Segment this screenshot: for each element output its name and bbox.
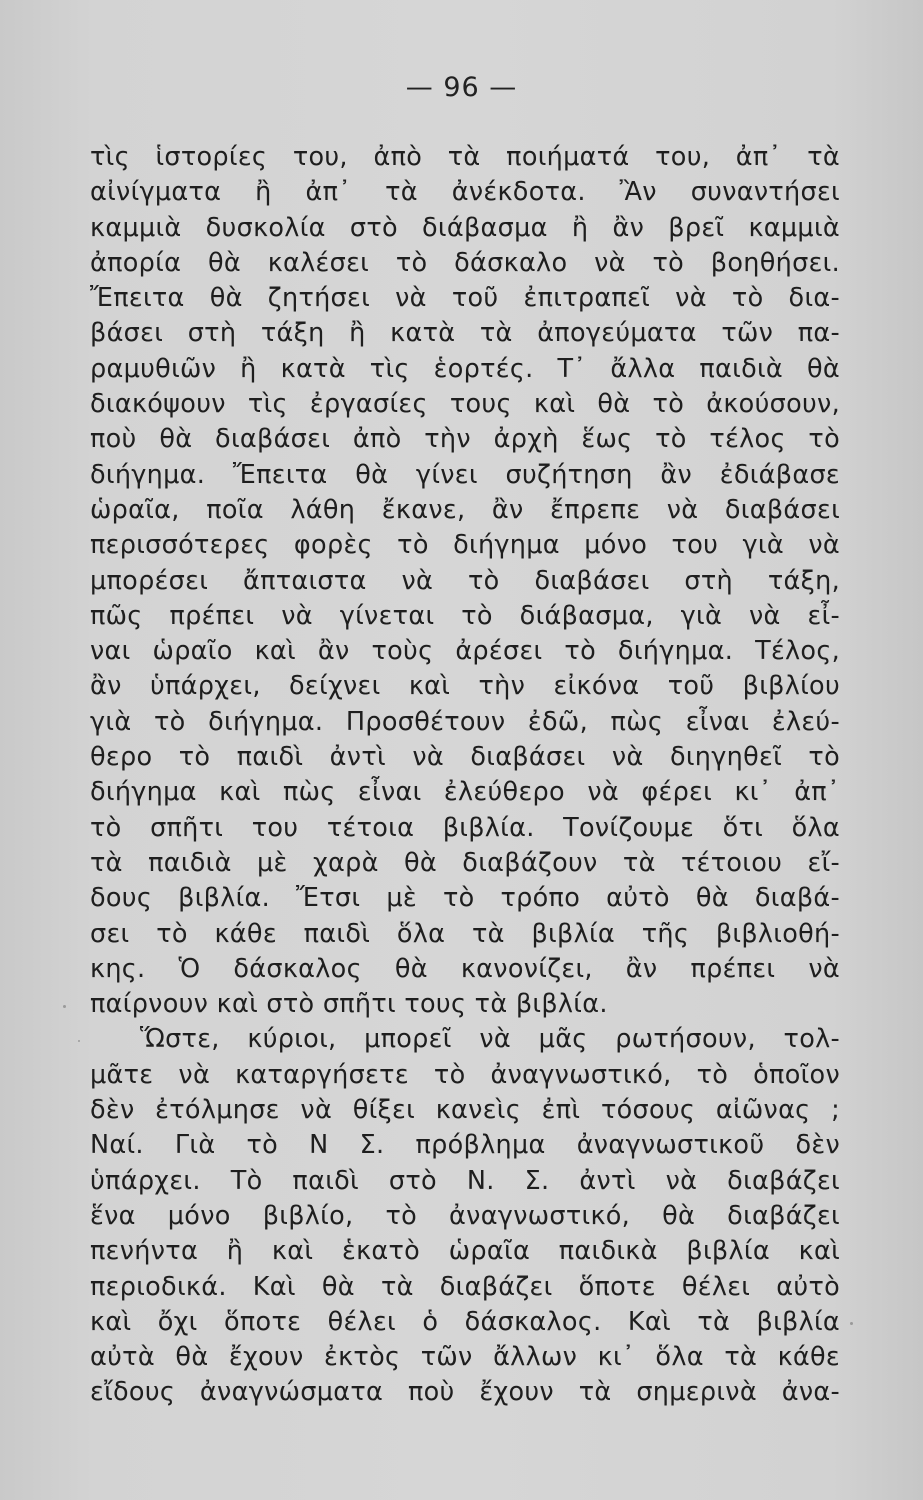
text-line: βάσει στὴ τάξη ἢ κατὰ τὰ ἀπογεύματα τῶν πα-: [90, 318, 840, 349]
text-line: θερο τὸ παιδὶ ἀντὶ νὰ διαβάσει νὰ διηγηθεῖ τὸ: [90, 742, 840, 773]
body-text: [90, 140, 840, 1411]
text-line: μᾶτε νὰ καταργήσετε τὸ ἀναγνωστικό, τὸ ὁποῖον: [90, 1059, 840, 1090]
paragraph-1: [90, 140, 840, 1022]
text-line: ἂν ὑπάρχει, δείχνει καὶ τὴν εἰκόνα τοῦ βιβλίου: [90, 671, 840, 702]
text-line: Ἔπειτα θὰ ζητήσει νὰ τοῦ ἐπιτραπεῖ νὰ τὸ δια-: [90, 283, 840, 314]
text-line: πῶς πρέπει νὰ γίνεται τὸ διάβασμα, γιὰ νὰ εἶ-: [90, 600, 840, 631]
text-line: κης. Ὁ δάσκαλος θὰ κανονίζει, ἂν πρέπει νὰ: [90, 953, 840, 984]
text-line: παίρνουν καὶ στὸ σπῆτι τους τὰ βιβλία.: [90, 989, 608, 1020]
text-line: ποὺ θὰ διαβάσει ἀπὸ τὴν ἀρχὴ ἕως τὸ τέλος τὸ: [90, 424, 840, 455]
paper-speck: [63, 1005, 66, 1008]
page-number: — 96 —: [405, 72, 518, 103]
paper-speck: [850, 1322, 853, 1325]
text-line: διακόψουν τὶς ἐργασίες τους καὶ θὰ τὸ ἀκούσουν,: [90, 389, 840, 420]
text-line: τὰ παιδιὰ μὲ χαρὰ θὰ διαβάζουν τὰ τέτοιου εἴ-: [90, 847, 840, 878]
text-line: αὐτὰ θὰ ἔχουν ἐκτὸς τῶν ἄλλων κι᾽ ὅλα τὰ κάθε: [90, 1342, 840, 1373]
text-line: περισσότερες φορὲς τὸ διήγημα μόνο του γιὰ νὰ: [90, 530, 840, 561]
text-line: σει τὸ κάθε παιδὶ ὅλα τὰ βιβλία τῆς βιβλιοθή-: [90, 918, 840, 949]
text-line: καμμιὰ δυσκολία στὸ διάβασμα ἢ ἂν βρεῖ καμμιὰ: [90, 212, 840, 243]
text-line: Ναί. Γιὰ τὸ Ν Σ. πρόβλημα ἀναγνωστικοῦ δὲν: [90, 1130, 840, 1161]
text-line: ἕνα μόνο βιβλίο, τὸ ἀναγνωστικό, θὰ διαβάζει: [90, 1200, 840, 1231]
text-line: δους βιβλία. Ἔτσι μὲ τὸ τρόπο αὐτὸ θὰ διαβά-: [90, 883, 840, 914]
text-line: ὑπάρχει. Τὸ παιδὶ στὸ Ν. Σ. ἀντὶ νὰ διαβάζει: [90, 1165, 840, 1196]
text-line: διήγημα. Ἔπειτα θὰ γίνει συζήτηση ἂν ἐδιάβασε: [90, 459, 840, 490]
text-line: ὡραῖα, ποῖα λάθη ἔκανε, ἂν ἔπρεπε νὰ διαβάσει: [90, 494, 840, 525]
text-line: τὶς ἱστορίες του, ἀπὸ τὰ ποιήματά του, ἀπ᾽ τὰ: [90, 142, 840, 172]
text-line: τὸ σπῆτι του τέτοια βιβλία. Τονίζουμε ὅτι ὅλα: [90, 812, 840, 843]
text-line: πενήντα ἢ καὶ ἑκατὸ ὡραῖα παιδικὰ βιβλία καὶ: [90, 1236, 840, 1267]
text-line: ἀπορία θὰ καλέσει τὸ δάσκαλο νὰ τὸ βοηθήσει.: [90, 247, 840, 278]
text-line: καὶ ὄχι ὅποτε θέλει ὁ δάσκαλος. Καὶ τὰ βιβλία: [90, 1306, 840, 1337]
paragraph-2: [90, 1022, 840, 1410]
text-line: αἰνίγματα ἢ ἀπ᾽ τὰ ἀνέκδοτα. Ἂν συναντήσει: [90, 177, 840, 208]
text-line: ραμυθιῶν ἢ κατὰ τὶς ἑορτές. Τ᾽ ἄλλα παιδιὰ θὰ: [90, 353, 840, 384]
text-line: μπορέσει ἄπταιστα νὰ τὸ διαβάσει στὴ τάξη,: [90, 565, 840, 596]
paper-speck: [78, 1040, 80, 1042]
text-line: διήγημα καὶ πὼς εἶναι ἐλεύθερο νὰ φέρει κι᾽ ἀπ᾽: [90, 777, 840, 808]
text-line: δὲν ἐτόλμησε νὰ θίξει κανεὶς ἐπὶ τόσους αἰῶνας ;: [90, 1095, 840, 1126]
text-line: εἴδους ἀναγνώσματα ποὺ ἔχουν τὰ σημερινὰ ἀνα-: [90, 1377, 840, 1408]
text-line: περιοδικά. Καὶ θὰ τὰ διαβάζει ὅποτε θέλει αὐτὸ: [90, 1271, 840, 1302]
text-line: ναι ὡραῖο καὶ ἂν τοὺς ἀρέσει τὸ διήγημα. Τέλος,: [90, 636, 840, 667]
text-line: γιὰ τὸ διήγημα. Προσθέτουν ἐδῶ, πὼς εἶναι ἐλεύ-: [90, 706, 840, 737]
text-line: Ὥστε, κύριοι, μπορεῖ νὰ μᾶς ρωτήσουν, τολ-: [140, 1024, 840, 1055]
